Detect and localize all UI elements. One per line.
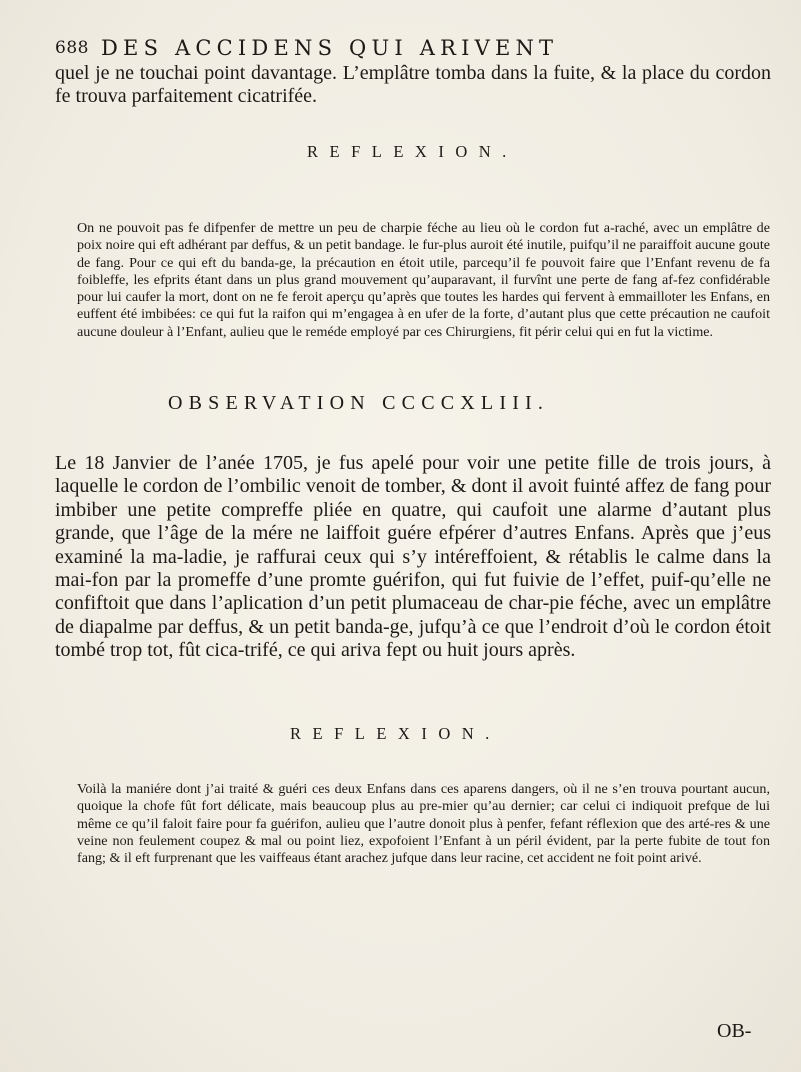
- catchword: OB-: [717, 1020, 752, 1042]
- reflexion-heading-1: REFLEXION.: [307, 142, 518, 161]
- page-header: [55, 36, 775, 62]
- observation-heading: OBSERVATION CCCCXLIII.: [168, 392, 550, 414]
- page-number: 688: [55, 38, 89, 58]
- reflexion-text-2: Voilà la maniére dont j’ai traité & guéri ces deux Enfans dans ces aparens dangers, où il ne s’en trouva pourtant aucun, quoique la chofe fût fort délicate, mais beaucoup plus au pre-mier qu’au dernier; car celui ci indiquoit prefque de lui même ce qu’il faloit faire pour fa guérifon, aulieu que l’autre donoit plus à penfer, fefant réflexion que des arté-res & une veine non feulement coupez & mal ou point liez, expofoient l’Enfant à un péril évident, par la perte fubite de tout fon fang; & il eft furprenant que les vaiffeaus étant arachez jufque dans leur racine, cet accident ne foit point arivé.: [77, 781, 770, 867]
- reflexion-text-1: On ne pouvoit pas fe difpenfer de mettre un peu de charpie féche au lieu où le cordon fut a-raché, avec un emplâtre de poix noire qui eft adhérant par deffus, & un petit bandage. le fur-plus auroit été inutile, puifqu’il ne paraiffoit aucune goute de fang. Pour ce qui eft du banda-ge, la précaution en étoit utile, parcequ’il fe pouvoit faire que l’Enfant revenu de fa foibleffe, les efprits étant dans un plus grand mouvement qu’auparavant, il furvînt une perte de fang af-fez confidérable pour lui caufer la mort, dont on ne fe feroit aperçu qu’après que toutes les hardes qui fervent à emmailloter les Enfans, en euffent été imbibées: ce qui fut la raifon qui m’engagea à en ufer de la forte, d’autant plus que cette précaution ne caufoit aucune douleur à l’Enfant, aulieu que le reméde employé par ces Chirurgiens, fit périr celui qui en fut la victime.: [77, 220, 770, 340]
- reflexion-heading-2: REFLEXION.: [290, 724, 501, 743]
- running-title: DES ACCIDENS QUI ARIVENT: [101, 36, 559, 60]
- observation-text: Le 18 Janvier de l’anée 1705, je fus apelé pour voir une petite fille de trois jours, à laquelle le cordon de l’ombilic venoit de tomber, & dont il avoit fuinté affez de fang pour imbiber une petite compreffe pliée en quatre, qui caufoit une alarme d’autant plus grande, que l’âge de la mére ne laiffoit guére efpérer d’autres Enfans. Après que j’eus examiné la ma-ladie, je raffurai ceux qui s’y intéreffoient, & rétablis le calme dans la mai-fon par la promeffe d’une promte guérifon, qui fut fuivie de l’effet, puif-qu’elle ne confiftoit que dans l’aplication d’un petit plumaceau de char-pie féche, avec un emplâtre de diapalme par deffus, & un petit banda-ge, jufqu’à ce que l’endroit d’où le cordon étoit tombé trop tot, fût cica-trifé, ce qui ariva fept ou huit jours après.: [55, 452, 771, 662]
- opening-paragraph: quel je ne touchai point davantage. L’emplâtre tomba dans la fuite, & la place du cordon fe trouva parfaitement cicatrifée.: [55, 62, 771, 107]
